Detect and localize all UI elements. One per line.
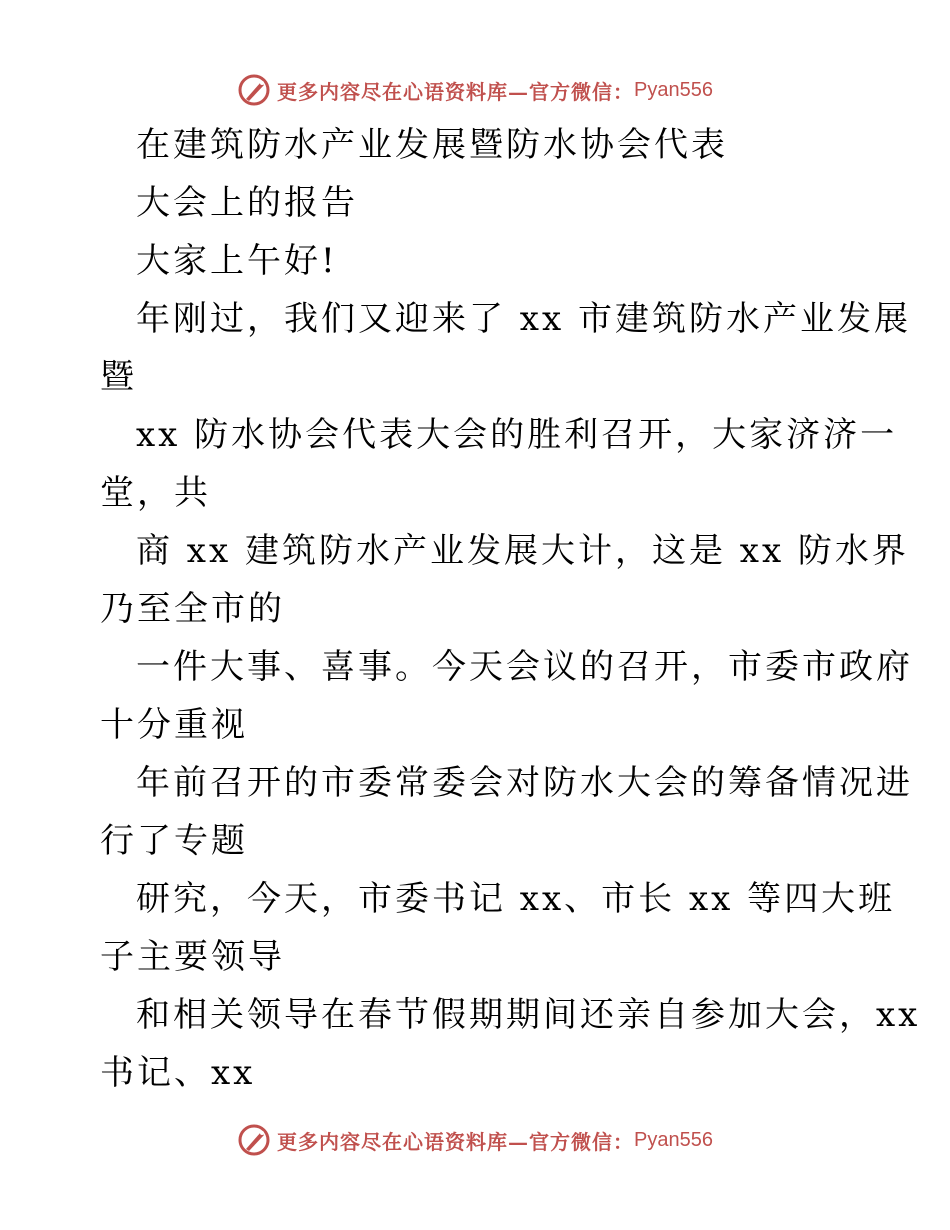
text-line: 书记、xx xyxy=(100,1053,256,1093)
header-watermark xyxy=(0,70,950,110)
watermark-handle: Pyan556 xyxy=(634,78,713,101)
text-line: 大会上的报告 xyxy=(136,183,358,223)
watermark-handle: Pyan556 xyxy=(634,1128,713,1151)
pen-logo-icon xyxy=(237,73,271,107)
text-line: 堂，共 xyxy=(100,473,211,513)
text-line: 大家上午好! xyxy=(136,241,338,281)
text-line: 商 xx 建筑防水产业发展大计，这是 xx 防水界 xyxy=(136,531,909,571)
pen-logo-icon xyxy=(237,1123,271,1157)
text-line: 研究，今天，市委书记 xx、市长 xx 等四大班 xyxy=(136,879,896,919)
text-line: 行了专题 xyxy=(100,821,248,861)
text-line: 和相关领导在春节假期期间还亲自参加大会，xx xyxy=(136,995,921,1035)
text-line: xx 防水协会代表大会的胜利召开，大家济济一 xyxy=(136,415,898,455)
text-line: 十分重视 xyxy=(100,705,248,745)
text-line: 一件大事、喜事。今天会议的召开，市委市政府 xyxy=(136,647,913,687)
footer-watermark xyxy=(0,1120,950,1160)
text-line: 在建筑防水产业发展暨防水协会代表 xyxy=(136,125,728,165)
watermark-text: 更多内容尽在心语资料库—官方微信： xyxy=(277,1129,635,1154)
watermark-text: 更多内容尽在心语资料库—官方微信： xyxy=(277,79,635,104)
text-line: 年前召开的市委常委会对防水大会的筹备情况进 xyxy=(136,763,913,803)
text-line: 暨 xyxy=(100,357,137,397)
text-line: 子主要领导 xyxy=(100,937,285,977)
document-body xyxy=(100,116,921,1102)
text-line: 乃至全市的 xyxy=(100,589,285,629)
text-line: 年刚过，我们又迎来了 xx 市建筑防水产业发展 xyxy=(136,299,911,339)
